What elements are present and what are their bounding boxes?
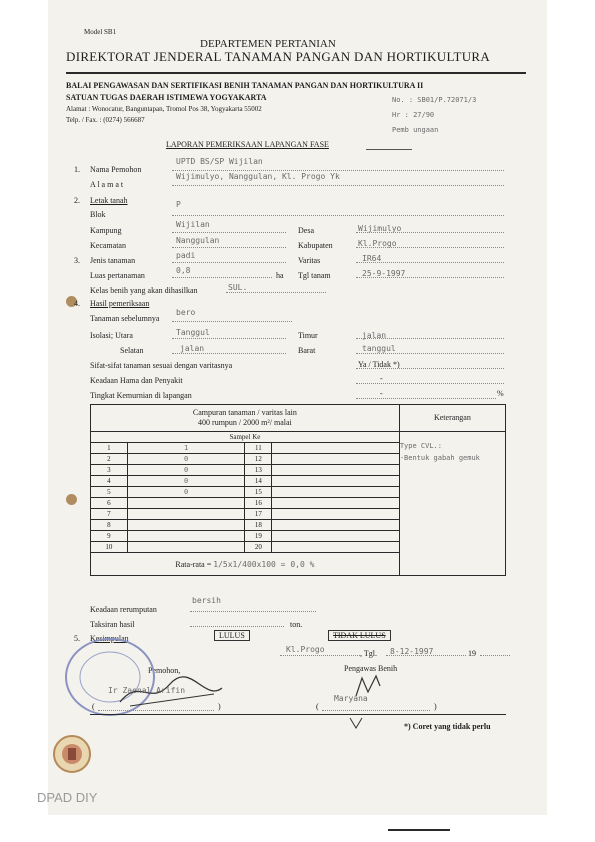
pengawas-label: Pengawas Benih	[344, 664, 398, 673]
kecamatan-line	[172, 247, 286, 248]
rata-value: 1/5x1/400x100 = 0,0 %	[213, 559, 315, 569]
table-sampel-header: Sampel Ke	[91, 432, 400, 443]
sample-value: 0	[127, 465, 245, 476]
footnote: *) Coret yang tidak perlu	[404, 722, 491, 731]
model-label: Model SB1	[84, 28, 117, 36]
sample-no: 1	[91, 443, 128, 454]
nama-label: Nama Pemohon	[90, 165, 142, 174]
sample-value: 0	[127, 454, 245, 465]
sample-value	[272, 487, 400, 498]
pengawas-name: Maryana	[334, 694, 368, 703]
address-text: Alamat : Wonocatur, Banguntapan, Tromol Pos 38, Yogyakarta 55002	[66, 105, 262, 113]
desa-line	[356, 232, 504, 233]
luas-label: Luas pertanaman	[90, 271, 145, 280]
utara-line	[172, 338, 286, 339]
sample-no: 15	[245, 487, 272, 498]
taksiran-unit: ton.	[290, 620, 303, 629]
place-value: Kl.Progo	[286, 645, 325, 654]
year-line	[480, 655, 510, 656]
sample-value	[272, 509, 400, 520]
sample-no: 10	[91, 542, 128, 553]
kampung-line	[172, 232, 286, 233]
sample-value	[272, 454, 400, 465]
dept-title: DEPARTEMEN PERTANIAN	[200, 38, 336, 50]
keterangan-header: Keterangan	[400, 405, 505, 432]
satuan-title: SATUAN TUGAS DAERAH ISTIMEWA YOGYAKARTA	[66, 93, 267, 102]
phone-text: Telp. / Fax. : (0274) 566687	[66, 116, 145, 124]
pemohon-sign-line	[98, 710, 214, 711]
sample-no: 18	[245, 520, 272, 531]
sample-no: 19	[245, 531, 272, 542]
alamat-value: Wijimulyo, Nanggulan, Kl. Progo Yk	[176, 172, 340, 181]
tgl-value: 8-12-1997	[390, 647, 434, 656]
rata-rata-cell	[91, 553, 400, 576]
alamat-label: A l a m a t	[90, 180, 124, 189]
sample-table	[90, 404, 506, 576]
archive-emblem-icon	[50, 728, 94, 780]
sample-value	[272, 498, 400, 509]
selatan-value: jalan	[180, 344, 205, 353]
sample-no: 13	[245, 465, 272, 476]
sample-value: 1	[127, 443, 245, 454]
year-suffix: 19	[468, 649, 476, 658]
isolasi-utara-value: Tanggul	[176, 328, 210, 337]
sifat-value: Ya / Tidak *)	[358, 360, 400, 369]
sample-no: 3	[91, 465, 128, 476]
varitas-value: IR64	[362, 254, 382, 263]
sample-value	[272, 542, 400, 553]
desa-value: Wijimulyo	[358, 224, 402, 233]
pemohon-label: Pemohon,	[148, 666, 181, 675]
varitas-label: Varitas	[298, 256, 321, 265]
kemurnian-value: -	[380, 389, 383, 398]
pemohon-name: Ir Zaenal Arifin	[108, 686, 186, 695]
hama-label: Keadaan Hama dan Penyakit	[90, 376, 183, 385]
keterangan-line2: -Bentuk gabah gemuk	[399, 454, 480, 462]
sample-value	[272, 531, 400, 542]
sample-value	[127, 531, 245, 542]
kabupaten-value: Kl.Progo	[358, 239, 397, 248]
hasil-label: Hasil pemeriksaan	[90, 299, 150, 308]
sample-value: 0	[127, 487, 245, 498]
fase-blank	[366, 149, 412, 150]
timur-line	[356, 338, 504, 339]
doc-hr: Hr : 27/90	[392, 111, 435, 119]
sample-no: 16	[245, 498, 272, 509]
kabupaten-line	[356, 247, 504, 248]
item-number-2: 2.	[74, 196, 80, 205]
sample-value	[127, 498, 245, 509]
item-number-3: 3.	[74, 256, 80, 265]
selatan-line	[172, 353, 286, 354]
taksiran-line	[190, 626, 284, 627]
tidak-lulus-box: TIDAK LULUS	[328, 630, 391, 641]
kemurnian-unit: %	[497, 389, 504, 398]
alamat-line	[172, 185, 504, 186]
sample-no: 11	[245, 443, 272, 454]
luas-value: 0,8	[176, 266, 191, 275]
barat-line	[356, 353, 504, 354]
keterangan-cell	[399, 405, 505, 576]
tgl-tanam-line	[356, 277, 504, 278]
kelas-value: SUL.	[228, 283, 248, 292]
sample-no: 20	[245, 542, 272, 553]
sample-value	[272, 476, 400, 487]
sample-value: 0	[127, 476, 245, 487]
sample-no: 6	[91, 498, 128, 509]
jenis-line	[172, 262, 286, 263]
sample-no: 7	[91, 509, 128, 520]
sample-no: 12	[245, 454, 272, 465]
sample-value	[127, 520, 245, 531]
jenis-value: padi	[176, 251, 196, 260]
selatan-label: Selatan	[120, 346, 144, 355]
sample-value	[272, 520, 400, 531]
barat-value: tanggul	[362, 344, 396, 353]
sebelum-label: Tanaman sebelumnya	[90, 314, 160, 323]
sample-value	[127, 509, 245, 520]
sebelum-value: bero	[176, 308, 196, 317]
timur-label: Timur	[298, 331, 318, 340]
sample-no: 5	[91, 487, 128, 498]
letak-label: Letak tanah	[90, 196, 128, 205]
report-title: LAPORAN PEMERIKSAAN LAPANGAN FASE	[166, 140, 329, 149]
kecamatan-value: Nanggulan	[176, 236, 220, 245]
tgl-tanam-value: 25-9-1997	[362, 269, 406, 278]
sample-no: 8	[91, 520, 128, 531]
pemohon-paren-open: (	[92, 702, 95, 711]
blok-label: Blok	[90, 210, 106, 219]
tgl-label: , Tgl.	[360, 649, 377, 658]
kampung-label: Kampung	[90, 226, 122, 235]
kampung-value: Wijilan	[176, 220, 210, 229]
kecamatan-label: Kecamatan	[90, 241, 126, 250]
item-number-5: 5.	[74, 634, 80, 643]
balai-title: BALAI PENGAWASAN DAN SERTIFIKASI BENIH TANAMAN PANGAN DAN HORTIKULTURA II	[66, 81, 424, 90]
table-head-campuran	[91, 405, 400, 432]
pengawas-sign-line	[322, 710, 430, 711]
header-rule	[66, 72, 526, 74]
sebelum-line	[172, 321, 292, 322]
varitas-line	[356, 262, 504, 263]
jenis-label: Jenis tanaman	[90, 256, 136, 265]
sifat-line	[356, 368, 504, 369]
kesimpulan-label: Kesimpulan	[90, 634, 129, 643]
kabupaten-label: Kabupaten	[298, 241, 333, 250]
punch-hole-2	[66, 494, 77, 505]
sample-no: 14	[245, 476, 272, 487]
item-number-1: 1.	[74, 165, 80, 174]
luas-line	[172, 277, 272, 278]
doc-pemb: Pemb ungaan	[392, 126, 439, 134]
luas-unit: ha	[276, 271, 284, 280]
doc-number: No. : SB01/P.72071/3	[392, 96, 477, 104]
table-head-line2: 400 rumpun / 2000 m²/ malai	[198, 418, 292, 427]
pengawas-paren-close: )	[434, 702, 437, 711]
sample-no: 2	[91, 454, 128, 465]
bottom-rule	[90, 714, 506, 715]
lulus-box: LULUS	[214, 630, 250, 641]
check-mark	[348, 716, 364, 730]
item-number-4: 4.	[74, 299, 80, 308]
isolasi-utara-label: Isolasi; Utara	[90, 331, 133, 340]
tgl-line	[386, 655, 466, 656]
kemurnian-line	[356, 398, 496, 399]
tgl-tanam-label: Tgl tanam	[298, 271, 331, 280]
rata-label: Rata-rata =	[175, 559, 212, 569]
kelas-label: Kelas benih yang akan dihasilkan	[90, 286, 198, 295]
sifat-label: Sifat-sifat tanaman sesuai dengan varitasnya	[90, 361, 233, 370]
rerumputan-label: Keadaan rerumputan	[90, 605, 157, 614]
sample-value	[127, 542, 245, 553]
blok-line	[172, 215, 504, 216]
hama-line	[356, 383, 504, 384]
directorate-title: DIREKTORAT JENDERAL TANAMAN PANGAN DAN HORTIKULTURA	[66, 49, 491, 64]
barat-label: Barat	[298, 346, 316, 355]
sample-value	[272, 443, 400, 454]
table-head-line1: Campuran tanaman / varitas lain	[192, 408, 297, 417]
sample-no: 17	[245, 509, 272, 520]
nama-value: UPTD BS/SP Wijilan	[176, 157, 263, 166]
place-line	[280, 655, 360, 656]
watermark: DPAD DIY	[37, 790, 98, 805]
pemohon-paren-close: )	[218, 702, 221, 711]
page-underline	[388, 829, 450, 831]
kemurnian-label: Tingkat Kemurnian di lapangan	[90, 391, 192, 400]
nama-line	[172, 170, 504, 171]
sample-value	[272, 465, 400, 476]
taksiran-label: Taksiran hasil	[90, 620, 135, 629]
rerumputan-value: bersih	[192, 596, 221, 605]
rerumputan-line	[190, 611, 316, 612]
sample-no: 4	[91, 476, 128, 487]
sample-no: 9	[91, 531, 128, 542]
kelas-line	[226, 292, 326, 293]
timur-value: jalan	[362, 331, 387, 340]
desa-label: Desa	[298, 226, 314, 235]
pengawas-paren-open: (	[316, 702, 319, 711]
blok-value: P	[176, 200, 181, 209]
hama-value: -	[380, 374, 383, 383]
keterangan-line1: Type CVL.:	[399, 442, 442, 450]
